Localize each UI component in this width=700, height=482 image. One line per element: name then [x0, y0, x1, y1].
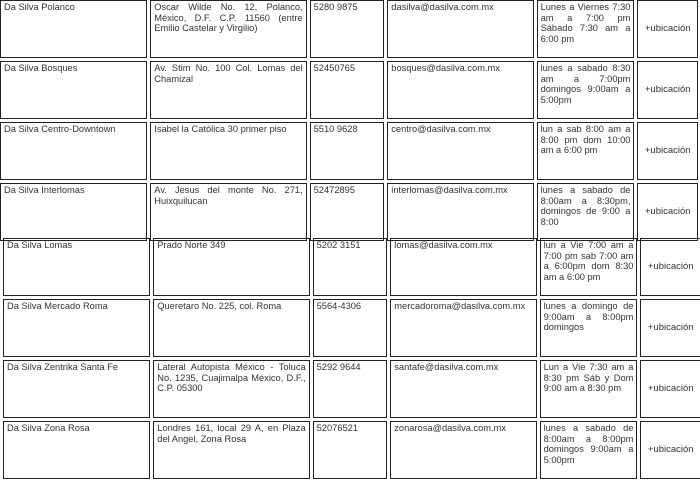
branch-phone: 5510 9628 [310, 122, 385, 180]
branch-name: Da Silva Bosques [0, 61, 147, 119]
branch-phone: 52450765 [310, 61, 385, 119]
branch-name: Da Silva Polanco [0, 0, 147, 58]
branch-hours: lunes a sabado de 8:00am a 8:30pm, domingos de 9:00 a 8:00 [537, 183, 635, 241]
branch-hours: Lun a Vie 7:30 am a 8:30 pm Sáb y Dom 9:00 am a 8:30 pm [540, 360, 638, 418]
branch-hours: lunes a sabado de 8:00am a 8:00pm domingos 9:00am a 5:00pm [540, 421, 638, 479]
table-row [3, 421, 700, 479]
table-row [0, 122, 698, 180]
branch-hours: lun a Vie 7:00 am a 7:00 pm sab 7:00 am a 6:00pm dom 8:30 am a 6:00 pm [540, 238, 638, 296]
branch-address: Isabel la Católica 30 primer piso [150, 122, 306, 180]
branch-name: Da Silva Mercado Roma [3, 299, 150, 357]
location-link-cell [637, 61, 698, 119]
branch-address: Av. Stim No. 100 Col. Lomas del Chamizal [150, 61, 306, 119]
table-row [0, 183, 698, 241]
branch-address: Prado Norte 349 [153, 238, 309, 296]
location-link[interactable]: +ubicación [647, 322, 694, 334]
table-row [3, 299, 700, 357]
location-link-cell [640, 360, 700, 418]
table-row [3, 238, 700, 296]
branch-hours: lunes a sabado 8:30 am a 7:00pm domingos 9:00am a 5:00pm [537, 61, 635, 119]
branch-email: santafe@dasilva.com.mx [390, 360, 536, 418]
branch-hours: lun a sab 8:00 am a 8:00 pm dom 10:00 am a 6:00 pm [537, 122, 635, 180]
location-link[interactable]: +ubicación [644, 206, 691, 218]
branch-name: Da Silva Interlomas [0, 183, 147, 241]
location-link-cell [637, 122, 698, 180]
table-row [3, 360, 700, 418]
table-row [0, 61, 698, 119]
branch-email: lomas@dasilva.com.mx [390, 238, 536, 296]
branch-phone: 5202 3151 [313, 238, 388, 296]
location-link[interactable]: +ubicación [647, 383, 694, 395]
branch-email: centro@dasilva.com.mx [387, 122, 533, 180]
branch-email: mercadoroma@dasilva.com.mx [390, 299, 536, 357]
branch-hours: lunes a domingo de 9:00am a 8:00pm domingos [540, 299, 638, 357]
branch-name: Da Silva Lomas [3, 238, 150, 296]
branch-phone: 52472895 [310, 183, 385, 241]
location-link[interactable]: +ubicación [644, 84, 691, 96]
branch-name: Da Silva Centro-Downtown [0, 122, 147, 180]
branch-phone: 5280 9875 [310, 0, 385, 58]
table-row [0, 0, 698, 58]
branch-email: interlomas@dasilva.com.mx [387, 183, 533, 241]
location-link[interactable]: +ubicación [644, 145, 691, 157]
location-link[interactable]: +ubicación [644, 23, 691, 35]
location-link[interactable]: +ubicación [647, 444, 694, 456]
branch-address: Queretaro No. 225, col. Roma [153, 299, 309, 357]
location-link-cell [640, 238, 700, 296]
branch-phone: 5564-4306 [313, 299, 388, 357]
branch-email: bosques@dasilva.com.mx [387, 61, 533, 119]
location-link-cell [637, 0, 698, 58]
branch-phone: 5292 9644 [313, 360, 388, 418]
location-link-cell [637, 183, 698, 241]
branches-table-bottom [0, 235, 700, 482]
location-link-cell [640, 299, 700, 357]
branch-email: dasilva@dasilva.com.mx [387, 0, 533, 58]
branch-address: Av. Jesus del monte No. 271, Huixquilucan [150, 183, 306, 241]
branch-phone: 52076521 [313, 421, 388, 479]
location-link-cell [640, 421, 700, 479]
branch-email: zonarosa@dasilva.com.mx [390, 421, 536, 479]
branch-address: Oscar Wilde No. 12, Polanco, México, D.F. C.P. 11560 (entre Emilio Castelar y Virgilio) [150, 0, 306, 58]
branch-address: Lateral Autopista México - Toluca No. 1235, Cuajimalpa México, D.F., C.P. 05300 [153, 360, 309, 418]
branch-address: Londres 161, local 29 A, en Plaza del Angel, Zona Rosa [153, 421, 309, 479]
branch-hours: Lunes a Viernes 7:30 am a 7:00 pm Sábado 7:30 am a 6:00 pm [537, 0, 635, 58]
location-link[interactable]: +ubicación [647, 261, 694, 273]
branch-name: Da Silva Zona Rosa [3, 421, 150, 479]
branch-name: Da Silva Zentrika Santa Fe [3, 360, 150, 418]
